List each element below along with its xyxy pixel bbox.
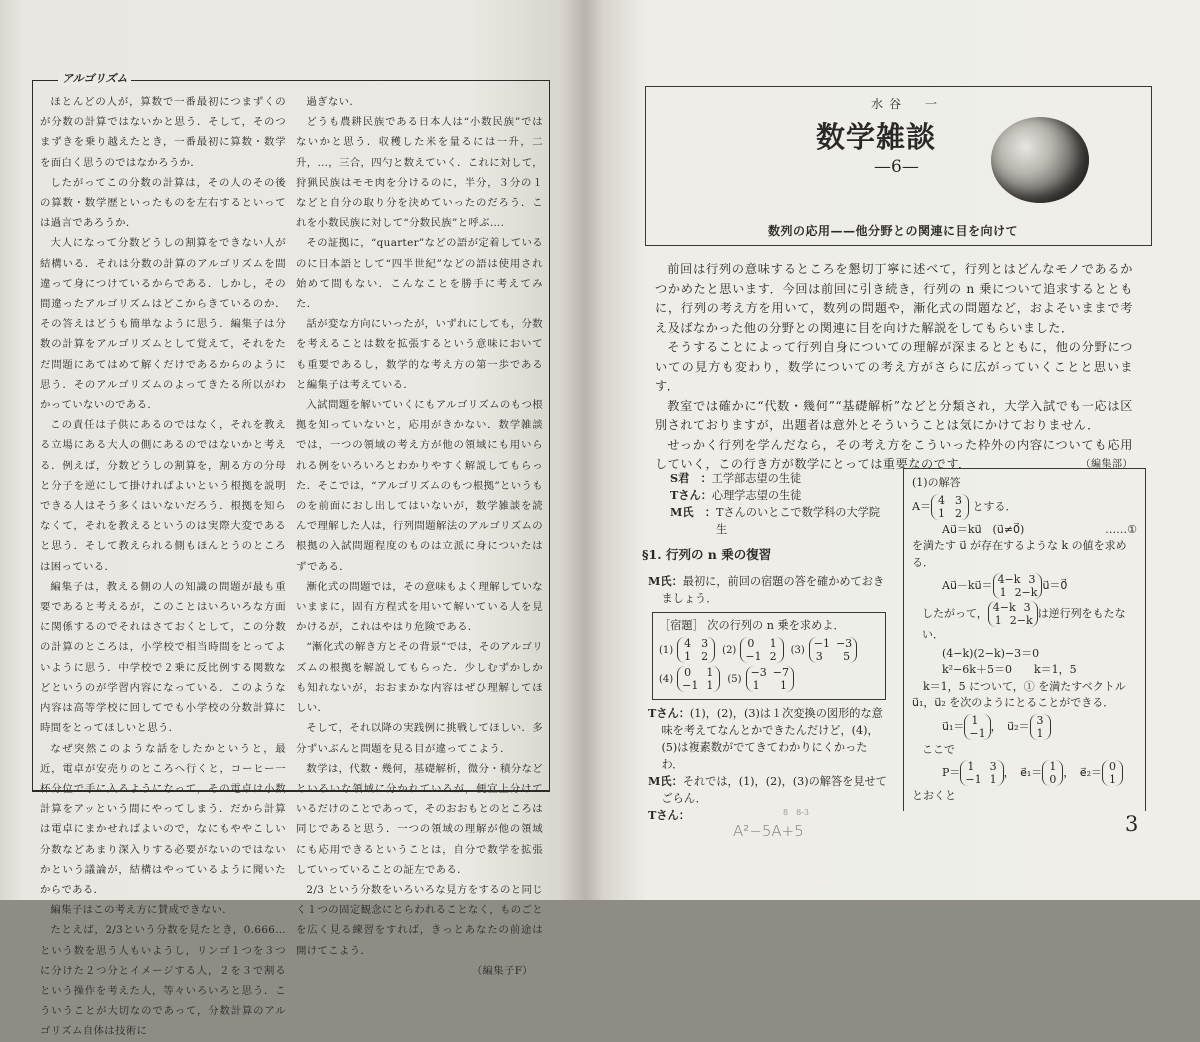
matrix-cell: 3 bbox=[989, 760, 997, 773]
answer-title: (1)の解答 bbox=[912, 476, 961, 489]
cast-desc: 心理学志望の生徒 bbox=[711, 489, 802, 502]
math-text: とする． bbox=[968, 499, 1017, 513]
intro-paragraph: 教室では確かに“代数・幾何”“基礎解析”などと分類され，大学入試でも一応は区別されておりますが，出題者は意外とそういうことは気にかけておりません． bbox=[655, 398, 1133, 432]
homework-row bbox=[659, 666, 879, 692]
intro-signature: （編集部） bbox=[1080, 459, 1133, 470]
matrix-row bbox=[965, 760, 998, 773]
matrix-row bbox=[1035, 727, 1046, 740]
right-page bbox=[585, 0, 1200, 900]
homework-matrix bbox=[809, 637, 857, 663]
cast-desc: 工学部志望の生徒 bbox=[711, 472, 802, 485]
matrix-cell: 1 bbox=[706, 679, 714, 692]
vector-e2 bbox=[1102, 760, 1123, 786]
matrix-p bbox=[960, 760, 1003, 786]
speaker: Tさん： bbox=[648, 808, 690, 822]
cast-name: M氏 ： bbox=[670, 505, 716, 519]
math-text: A＝ bbox=[912, 499, 931, 513]
moon-illustration bbox=[991, 117, 1089, 203]
matrix-row bbox=[814, 637, 852, 650]
homework-matrix bbox=[677, 637, 715, 663]
dialog-text: 最初に，前回の宿題の答を確かめておきましょう． bbox=[661, 575, 885, 605]
matrix-cell: 4 bbox=[684, 637, 692, 650]
left-column-2 bbox=[296, 92, 543, 981]
matrix-cell: 3 bbox=[954, 493, 962, 507]
page-number: 3 bbox=[1125, 812, 1139, 836]
matrix-cell: 1 bbox=[971, 713, 979, 727]
matrix-cell: 1 bbox=[684, 650, 692, 663]
matrix-row bbox=[998, 573, 1038, 586]
cast-item bbox=[670, 504, 888, 538]
pencil-note-small: 8 8-3 bbox=[783, 808, 809, 817]
homework-item-label: (4) bbox=[659, 673, 674, 685]
editorial-intro bbox=[655, 260, 1133, 475]
homework-item-label: (2) bbox=[722, 644, 737, 656]
dialogue-column bbox=[642, 470, 888, 824]
matrix-cell: 0 bbox=[747, 637, 755, 650]
math-text: ， e⃗₂＝ bbox=[1063, 766, 1102, 779]
dialog-line bbox=[648, 773, 888, 807]
matrix-cell: 2 bbox=[769, 650, 777, 663]
matrix-row bbox=[745, 650, 778, 663]
matrix-row bbox=[993, 601, 1033, 614]
matrix-cell: 1 bbox=[989, 773, 997, 786]
answer-line bbox=[912, 760, 1137, 786]
matrix-cell: 3 bbox=[1023, 601, 1031, 614]
intro-paragraph: 前回は行列の意味するところを懇切丁寧に述べて，行列とはどんなモノであるかつかめたと思います．今回は前回に引き続き，行列の n 乗について追求するとともに，行列の考え方を用いて，数列の問題や，漸化式の問題など，およそいままで考え及ばなかった他の分野との関連に目を向けた解説をしてもらいました． bbox=[655, 262, 1133, 335]
matrix-row bbox=[814, 650, 852, 663]
matrix-cell: 3 bbox=[1028, 573, 1036, 586]
answer-line bbox=[912, 494, 1137, 520]
matrix-row bbox=[1035, 714, 1046, 727]
vector-u2 bbox=[1030, 714, 1051, 740]
dialog-text: それでは，(1)，(2)，(3)の解答を見せてごらん． bbox=[661, 775, 887, 805]
math-text: P＝ bbox=[942, 766, 961, 779]
homework-item-label: (5) bbox=[727, 673, 742, 685]
left-column-1 bbox=[40, 92, 286, 1042]
pencil-note: A²−5A+5 bbox=[733, 822, 804, 840]
dialog-text: (1)，(2)，(3)は１次変換の図形的な意味を考えてなんとかできたんだけど，(4)，(5)は複素数がでてきてわかりにくかったわ． bbox=[661, 707, 883, 771]
math-text: ， e⃗₁＝ bbox=[1003, 766, 1043, 779]
matrix-row bbox=[745, 637, 778, 650]
matrix-cell: 4−k bbox=[997, 573, 1021, 586]
matrix-cell: −3 bbox=[835, 637, 853, 650]
matrix-row bbox=[1047, 760, 1058, 773]
paragraph: そして，それ以降の実践例に挑戦してほしい．多分ずいぶんと問題を見る目が違ってこよう． bbox=[296, 722, 543, 755]
matrix-row bbox=[998, 586, 1038, 599]
answer-text: とおくと bbox=[912, 789, 956, 802]
homework-matrix bbox=[677, 666, 720, 692]
matrix-cell: 4−k bbox=[992, 601, 1016, 614]
equation: k²−6k＋5＝0 k＝1，5 bbox=[942, 663, 1077, 676]
equation-mark: ……① bbox=[1105, 522, 1137, 536]
matrix-row bbox=[936, 507, 964, 520]
paragraph: 2/3 という分数をいろいろな見方をするのと同じく１つの固定観念にとらわれることなく，ものごとを広く見る練習をすれば，きっとあなたの前途は開けてこよう． bbox=[296, 883, 543, 957]
cast-desc: Tさんのいとこで数学科の大学院生 bbox=[715, 506, 881, 536]
paragraph: 過ぎない． bbox=[306, 96, 361, 108]
answer-text: ここで bbox=[922, 742, 955, 756]
vector-e1 bbox=[1042, 760, 1063, 786]
equation: (4−k)(2−k)−3＝0 bbox=[942, 646, 1040, 660]
cast-name: S君 ： bbox=[670, 471, 712, 485]
matrix-row bbox=[969, 727, 985, 740]
homework-item-label: (1) bbox=[659, 644, 674, 656]
matrix-cell: 0 bbox=[1049, 773, 1057, 786]
intro-paragraph: そうすることによって行列自身についての理解が深まるとともに，他の分野についての見方も変わり，数学についての考え方がさらに広がっていくことと思います． bbox=[655, 340, 1133, 393]
cast-item bbox=[670, 487, 888, 504]
answer-line bbox=[912, 601, 1137, 644]
matrix-cell: 5 bbox=[843, 650, 851, 663]
matrix-cell: 1 bbox=[769, 637, 777, 650]
paragraph: 数学は，代数・幾何，基礎解析，微分・積分などといろいな領域に分かれているが，便宜上分けているだけのことであって，そのおおもとのところは同じであると思う．一つの領域の理解が他の領域にも応用できるということは，自分で数学を拡張していっていることの証左である． bbox=[296, 762, 543, 876]
issue-number: —6— bbox=[874, 157, 919, 177]
matrix-row bbox=[682, 637, 710, 650]
homework-matrix bbox=[740, 637, 783, 663]
matrix-row bbox=[965, 773, 998, 786]
matrix-row bbox=[1107, 760, 1118, 773]
article-subtitle: 数列の応用——他分野との関連に目を向けて bbox=[768, 224, 1019, 238]
matrix-cell: 2−k bbox=[1009, 614, 1033, 627]
paragraph: 編集子は，教える側の人の知識の問題が最も重要であると考えるが，このことはいろいろな方面に関係するのでそれはさておくとして，この分数の計算のところは，小学校で相当時間をとってよいように思う．中学校で２乗に反比例する関数などというのが学習内容になっている．このような内容は高等学校に回してでも小学校の分数計算に時間をとってほしいと思う． bbox=[40, 580, 286, 735]
paragraph: たとえば，2/3という分数を見たとき，0.666…という数を思う人もいようし，リンゴ１つを３つに分けた２つ分とイメージする人，２を３で割るという操作を考えた人，等々いろいろと思う．こういうことが大切なのであって，分数計算のアルゴリズム自体は技術に bbox=[40, 924, 286, 1038]
matrix-row bbox=[751, 666, 789, 679]
matrix-cell: 1 bbox=[706, 666, 714, 679]
matrix-cell: 1 bbox=[1109, 773, 1116, 786]
matrix-cell: 3 bbox=[815, 650, 823, 663]
matrix-cell: 1 bbox=[780, 679, 787, 692]
matrix-cell: −1 bbox=[813, 637, 830, 650]
math-text: ， u⃗₂＝ bbox=[990, 719, 1030, 733]
answer-text: k＝1，5 について，① を満たすベクトル u⃗₁，u⃗₂ を次のようにとることができる． bbox=[912, 679, 1126, 709]
paragraph: 編集子はこの考え方に賛成できない． bbox=[50, 904, 233, 917]
speaker: Tさん： bbox=[648, 706, 690, 720]
matrix-cell: 3 bbox=[701, 637, 709, 650]
speaker: M氏： bbox=[648, 774, 683, 788]
math-text: u⃗＝0⃗ bbox=[1042, 579, 1068, 592]
cast-item bbox=[670, 470, 888, 487]
homework-box bbox=[652, 612, 886, 700]
matrix-row bbox=[682, 666, 715, 679]
matrix-cell: −1 bbox=[969, 726, 986, 740]
homework-item-label: (3) bbox=[790, 644, 805, 656]
answer-line bbox=[912, 714, 1137, 740]
paragraph: 話が変な方向にいったが，いずれにしても，分数を考えることは数を拡張するという意味においても重要であるし，数学的な考え方の第一歩であると編集子は考えている． bbox=[296, 318, 543, 391]
matrix-cell: 3 bbox=[1036, 713, 1044, 727]
dialog-line bbox=[648, 573, 888, 607]
column-label: アルゴリズム bbox=[58, 72, 131, 86]
section-heading: §1. 行列の n 乗の復習 bbox=[642, 547, 772, 562]
signature: （編集子F） bbox=[471, 964, 533, 977]
matrix-cell: 2−k bbox=[1014, 586, 1038, 599]
matrix-cell: 0 bbox=[1109, 760, 1116, 773]
paragraph: その証拠に，“quarter”などの語が定着しているのに日本語として“四半世紀”などの語は使用され始めて間もない．こんなことを勝手に考えてみた． bbox=[296, 237, 543, 311]
homework-matrix bbox=[746, 666, 794, 692]
cast-name: Tさん： bbox=[670, 488, 712, 502]
matrix-row bbox=[682, 679, 715, 692]
homework-row bbox=[659, 637, 879, 663]
equation: Au⃗＝ku⃗ (u⃗≠0⃗) bbox=[942, 522, 1025, 536]
paragraph: この責任は子供にあるのではなく，それを教える立場にある大人の側にあるのではないかと考える．例えば，分数どうしの割算を，割る方の分母と分子を逆にして掛ければよいという根拠を説明できる人はそう多くはいないだろう．根拠を知らなくて，それを教えるというのは実際大変であると思う．そして教えられる側もほんとうのところは困っている． bbox=[40, 419, 286, 573]
matrix-cell: 2 bbox=[701, 650, 709, 663]
math-text: は逆行列をもたない． bbox=[922, 607, 1126, 641]
article-header bbox=[645, 86, 1152, 246]
math-text: Au⃗－ku⃗＝ bbox=[942, 579, 993, 592]
math-text: したがって， bbox=[922, 607, 988, 620]
answer-box bbox=[903, 468, 1146, 811]
matrix-cell: 1 bbox=[937, 506, 945, 520]
intro-paragraph: せっかく行列を学んだなら，その考え方をこういった枠外の内容についても応用していく，この行き方が数学にとっては重要なのです． bbox=[655, 437, 1133, 471]
paragraph: なぜ突然このような話をしたかというと，最近，電卓が安売りのところへ行くと，コーヒー一杯分位で手に入るようになって，その電卓は小数計算をアッという間にやってしまう．だから計算は電卓にまかせればよいので，なにもややこしい分数などあまり深入りする必要がないのではないかという議論が，結構はやっているように聞いたからである． bbox=[40, 742, 286, 896]
paragraph: 漸化式の問題では，その意味もよく理解していないままに，固有方程式を用いて解いている人を見かけるが，これはやはり危険である． bbox=[296, 580, 543, 634]
matrix-row bbox=[993, 614, 1033, 627]
matrix-a-minus-k bbox=[988, 601, 1038, 627]
matrix-cell: 1 bbox=[967, 760, 975, 773]
answer-line bbox=[912, 573, 1137, 599]
paragraph: 入試問題を解いていくにもアルゴリズムのもつ根拠を知っていないと，応用がきかない．数学雑談では，一つの領域の考え方が他の領域にも用いられる例をいろいろとわかりやすく解説してもらった．そこでは，“アルゴリズムのもつ根拠”というものを前面におし出してはいないが，数学雑談を読んで理解した人は，行列問題解法のアルゴリズムの根拠の入試問題程度のものは立派に身についたはずである． bbox=[296, 399, 543, 573]
answer-text: を満たす u⃗ が存在するような k の値を求める． bbox=[912, 539, 1127, 569]
matrix-row bbox=[682, 650, 710, 663]
matrix-row bbox=[751, 679, 789, 692]
matrix-cell: −3 bbox=[750, 666, 767, 679]
math-text: u⃗₁＝ bbox=[942, 719, 965, 733]
article-title: 数学雑談 bbox=[816, 120, 937, 154]
matrix-row bbox=[969, 714, 985, 727]
matrix-cell: 2 bbox=[954, 506, 962, 520]
vector-u1 bbox=[964, 714, 990, 740]
matrix-cell: −1 bbox=[965, 773, 982, 786]
paragraph: したがってこの分数の計算は，その人のその後の算数・数学歴といったものを左右するといっては過言であろうか． bbox=[40, 176, 286, 230]
paragraph: ほとんどの人が，算数で一番最初につまずくのが分数の計算ではないかと思う．そして，そのつまずきを乗り越えたとき，一番最初に算数・数学を面白く思うのではなかろうか． bbox=[40, 96, 286, 169]
matrix-row bbox=[1047, 773, 1058, 786]
matrix-cell: −7 bbox=[772, 666, 789, 679]
left-page bbox=[0, 0, 585, 1038]
matrix-row bbox=[936, 494, 964, 507]
matrix-cell: 1 bbox=[1036, 726, 1044, 740]
matrix-cell: 0 bbox=[684, 666, 692, 679]
answer-line bbox=[912, 522, 1137, 539]
matrix-cell: −1 bbox=[745, 650, 762, 663]
matrix-cell: 1 bbox=[1049, 760, 1057, 773]
matrix-cell: 1 bbox=[994, 614, 1002, 627]
speaker: M氏： bbox=[648, 574, 683, 588]
matrix-a bbox=[931, 494, 969, 520]
matrix-cell: 1 bbox=[752, 679, 760, 692]
author-name: 水谷 一 bbox=[871, 97, 944, 111]
matrix-cell: −1 bbox=[682, 679, 699, 692]
homework-title: ［宿題］ 次の行列の n 乗を求めよ． bbox=[659, 619, 845, 632]
matrix-a-minus-k bbox=[993, 573, 1043, 599]
matrix-cell: 1 bbox=[999, 586, 1007, 599]
dialog-line bbox=[648, 705, 888, 773]
paragraph: どうも農耕民族である日本人は“小数民族”ではないかと思う．収穫した米を量るには一升，二升，…，三合，四勺と数えていく．これに対して，狩猟民族はモモ肉を分けるのに，半分，３分の１などと自分の取り分を決めていったのだろう．これを小数民族に対して“分数民族”と呼ぶ…. bbox=[296, 116, 543, 230]
matrix-cell: 4 bbox=[937, 493, 945, 507]
paragraph: “漸化式の解き方とその背景”では，そのアルゴリズムの根拠を解説してもらった．少しむずかしかも知れないが，おおまかな内容はぜひ理解してほしい． bbox=[296, 641, 543, 715]
paragraph: 大人になって分数どうしの割算をできない人が結構いる．それは分数の計算のアルゴリズムを間違って身につけているからである．しかし，その間違ったアルゴリズムはどこからきているのか．その答えはどうも簡単なように思う．編集子は分数の計算をアルゴリズムとして覚えて，それをただ問題にあてはめて解くだけであるからのように思う．そのアルゴリズムのよってきたる所以がわかっていないのである． bbox=[40, 237, 286, 412]
matrix-row bbox=[1107, 773, 1118, 786]
